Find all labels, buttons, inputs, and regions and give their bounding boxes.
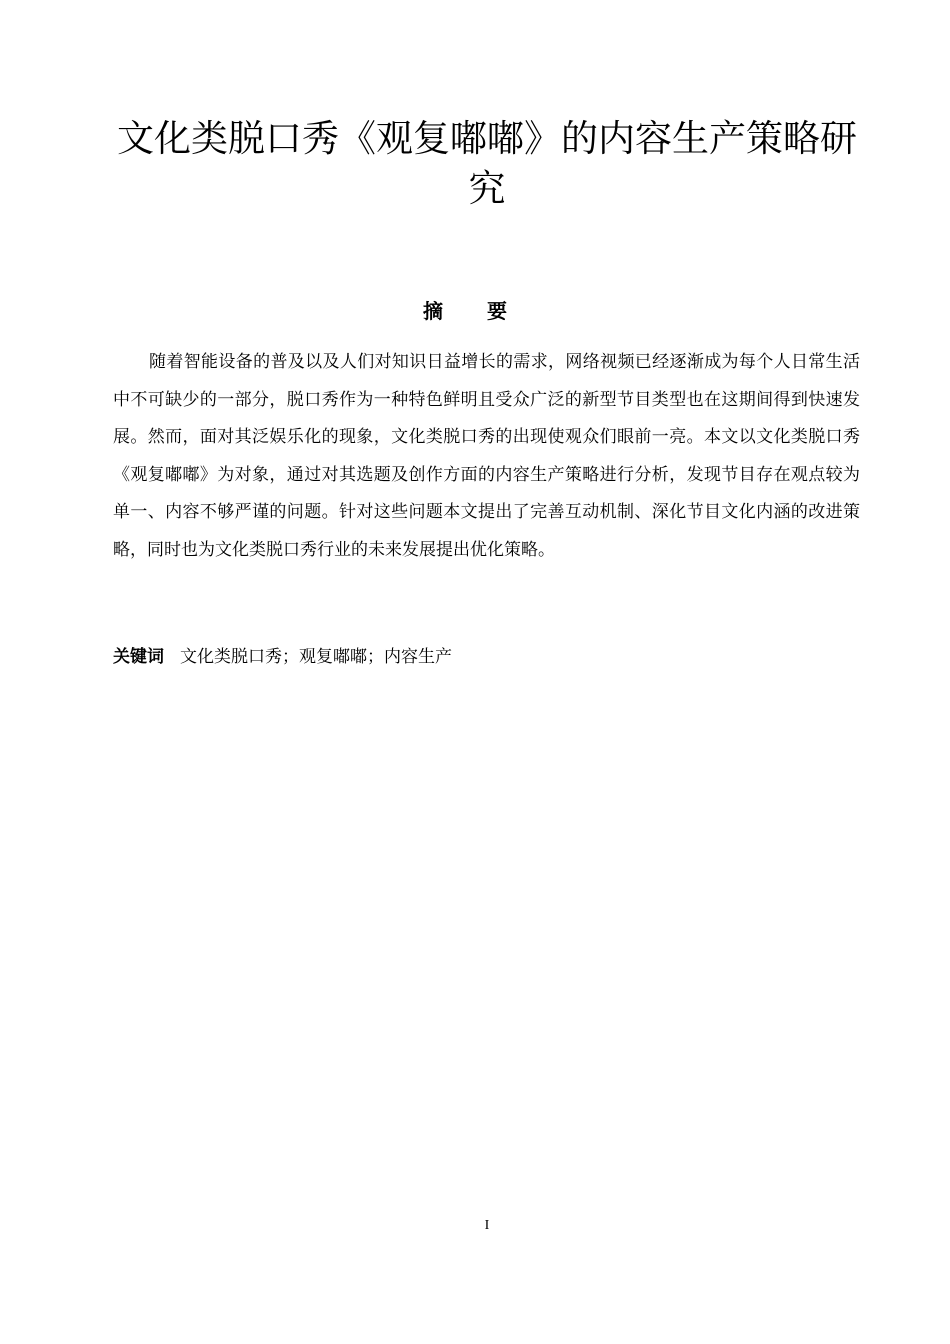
document-title: 文化类脱口秀《观复嘟嘟》的内容生产策略研究 (117, 117, 857, 210)
abstract-heading: 摘要 (423, 299, 551, 323)
page-number: I (484, 1218, 490, 1233)
keywords-text: 文化类脱口秀；观复嘟嘟；内容生产 (180, 647, 452, 667)
keywords-label: 关键词 (113, 647, 164, 667)
keywords-line (113, 642, 860, 672)
abstract-body: 随着智能设备的普及以及人们对知识日益增长的需求，网络视频已经逐渐成为每个人日常生活中不可缺少的一部分，脱口秀作为一种特色鲜明且受众广泛的新型节目类型也在这期间得到快速发展。然而，面对其泛娱乐化的现象，文化类脱口秀的出现使观众们眼前一亮。本文以文化类脱口秀《观复嘟嘟》为对象，通过对其选题及创作方面的内容生产策略进行分析，发现节目存在观点较为单一、内容不够严谨的问题。针对这些问题本文提出了完善互动机制、深化节目文化内涵的改进策略，同时也为文化类脱口秀行业的未来发展提出优化策略。 (113, 352, 860, 560)
